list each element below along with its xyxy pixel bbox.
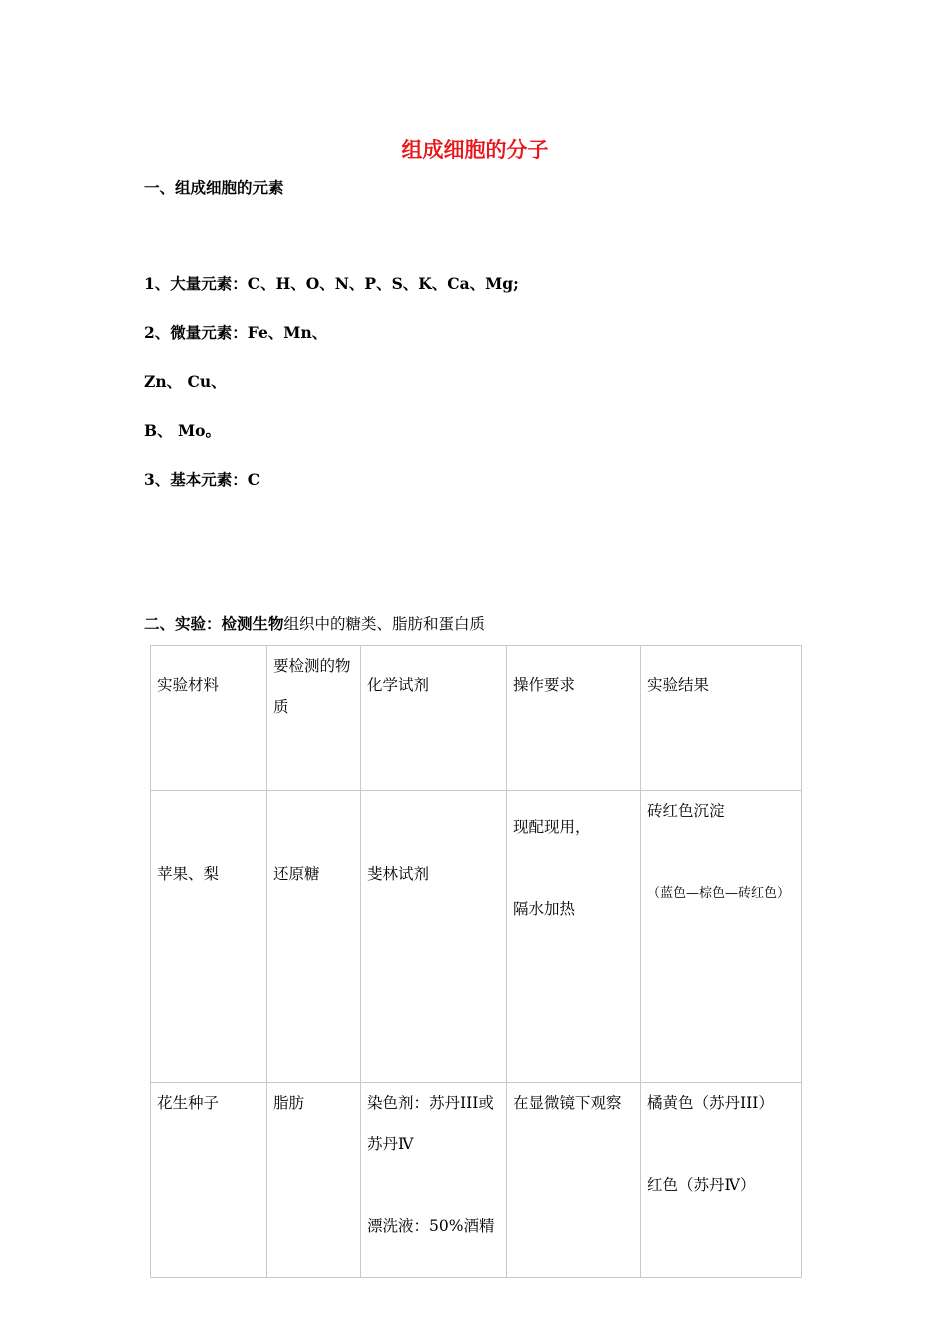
result-line-1: 橘黄色（苏丹III） — [647, 1094, 774, 1112]
reagent-rinse: 漂洗液：50%酒精 — [367, 1217, 495, 1235]
result-line-2: 红色（苏丹Ⅳ） — [647, 1176, 756, 1194]
section1-heading: 一、组成细胞的元素 — [144, 178, 284, 197]
reagent-stain: 染色剂：苏丹III或苏丹Ⅳ — [367, 1094, 494, 1153]
table-cell-substance: 脂肪 — [267, 1083, 361, 1278]
basic-elements-line: 3、基本元素：C — [144, 470, 261, 489]
micro-elements-line-1: 2、微量元素：Fe、Mn、 — [144, 323, 328, 342]
table-header-row — [151, 646, 802, 791]
section2-heading-plain: 组织中的糖类、脂肪和蛋白质 — [283, 615, 486, 633]
table-cell-reagent: 斐林试剂 — [361, 791, 507, 1083]
header-cell: 实验材料 — [151, 646, 267, 791]
header-cell: 实验结果 — [641, 646, 802, 791]
header-cell: 操作要求 — [507, 646, 641, 791]
experiment-table — [150, 645, 802, 1278]
table-cell-operation — [507, 791, 641, 1083]
table-cell-reagent — [361, 1083, 507, 1278]
header-cell: 要检测的物质 — [267, 646, 361, 791]
table-cell-substance: 还原糖 — [267, 791, 361, 1083]
operation-line-1: 现配现用， — [513, 818, 591, 836]
macro-elements-line: 1、大量元素：C、H、O、N、P、S、K、Ca、Mg; — [144, 274, 519, 293]
table-cell-material: 苹果、梨 — [151, 791, 267, 1083]
table-cell-result — [641, 791, 802, 1083]
table-cell-result — [641, 1083, 802, 1278]
section2-heading-bold: 二、实验：检测生物 — [144, 614, 284, 633]
micro-elements-line-3: B、 Mo。 — [144, 421, 221, 440]
operation-line-2: 隔水加热 — [513, 900, 576, 918]
section2-heading — [144, 612, 485, 634]
result-color-note: （蓝色—棕色—砖红色） — [647, 886, 791, 901]
table-cell-material: 花生种子 — [151, 1083, 267, 1278]
table-row — [151, 1083, 802, 1278]
table-row — [151, 791, 802, 1083]
document-title: 组成细胞的分子 — [401, 137, 549, 162]
result-line-1: 砖红色沉淀 — [647, 802, 725, 820]
header-cell: 化学试剂 — [361, 646, 507, 791]
table-cell-operation: 在显微镜下观察 — [507, 1083, 641, 1278]
micro-elements-line-2: Zn、 Cu、 — [144, 372, 227, 391]
